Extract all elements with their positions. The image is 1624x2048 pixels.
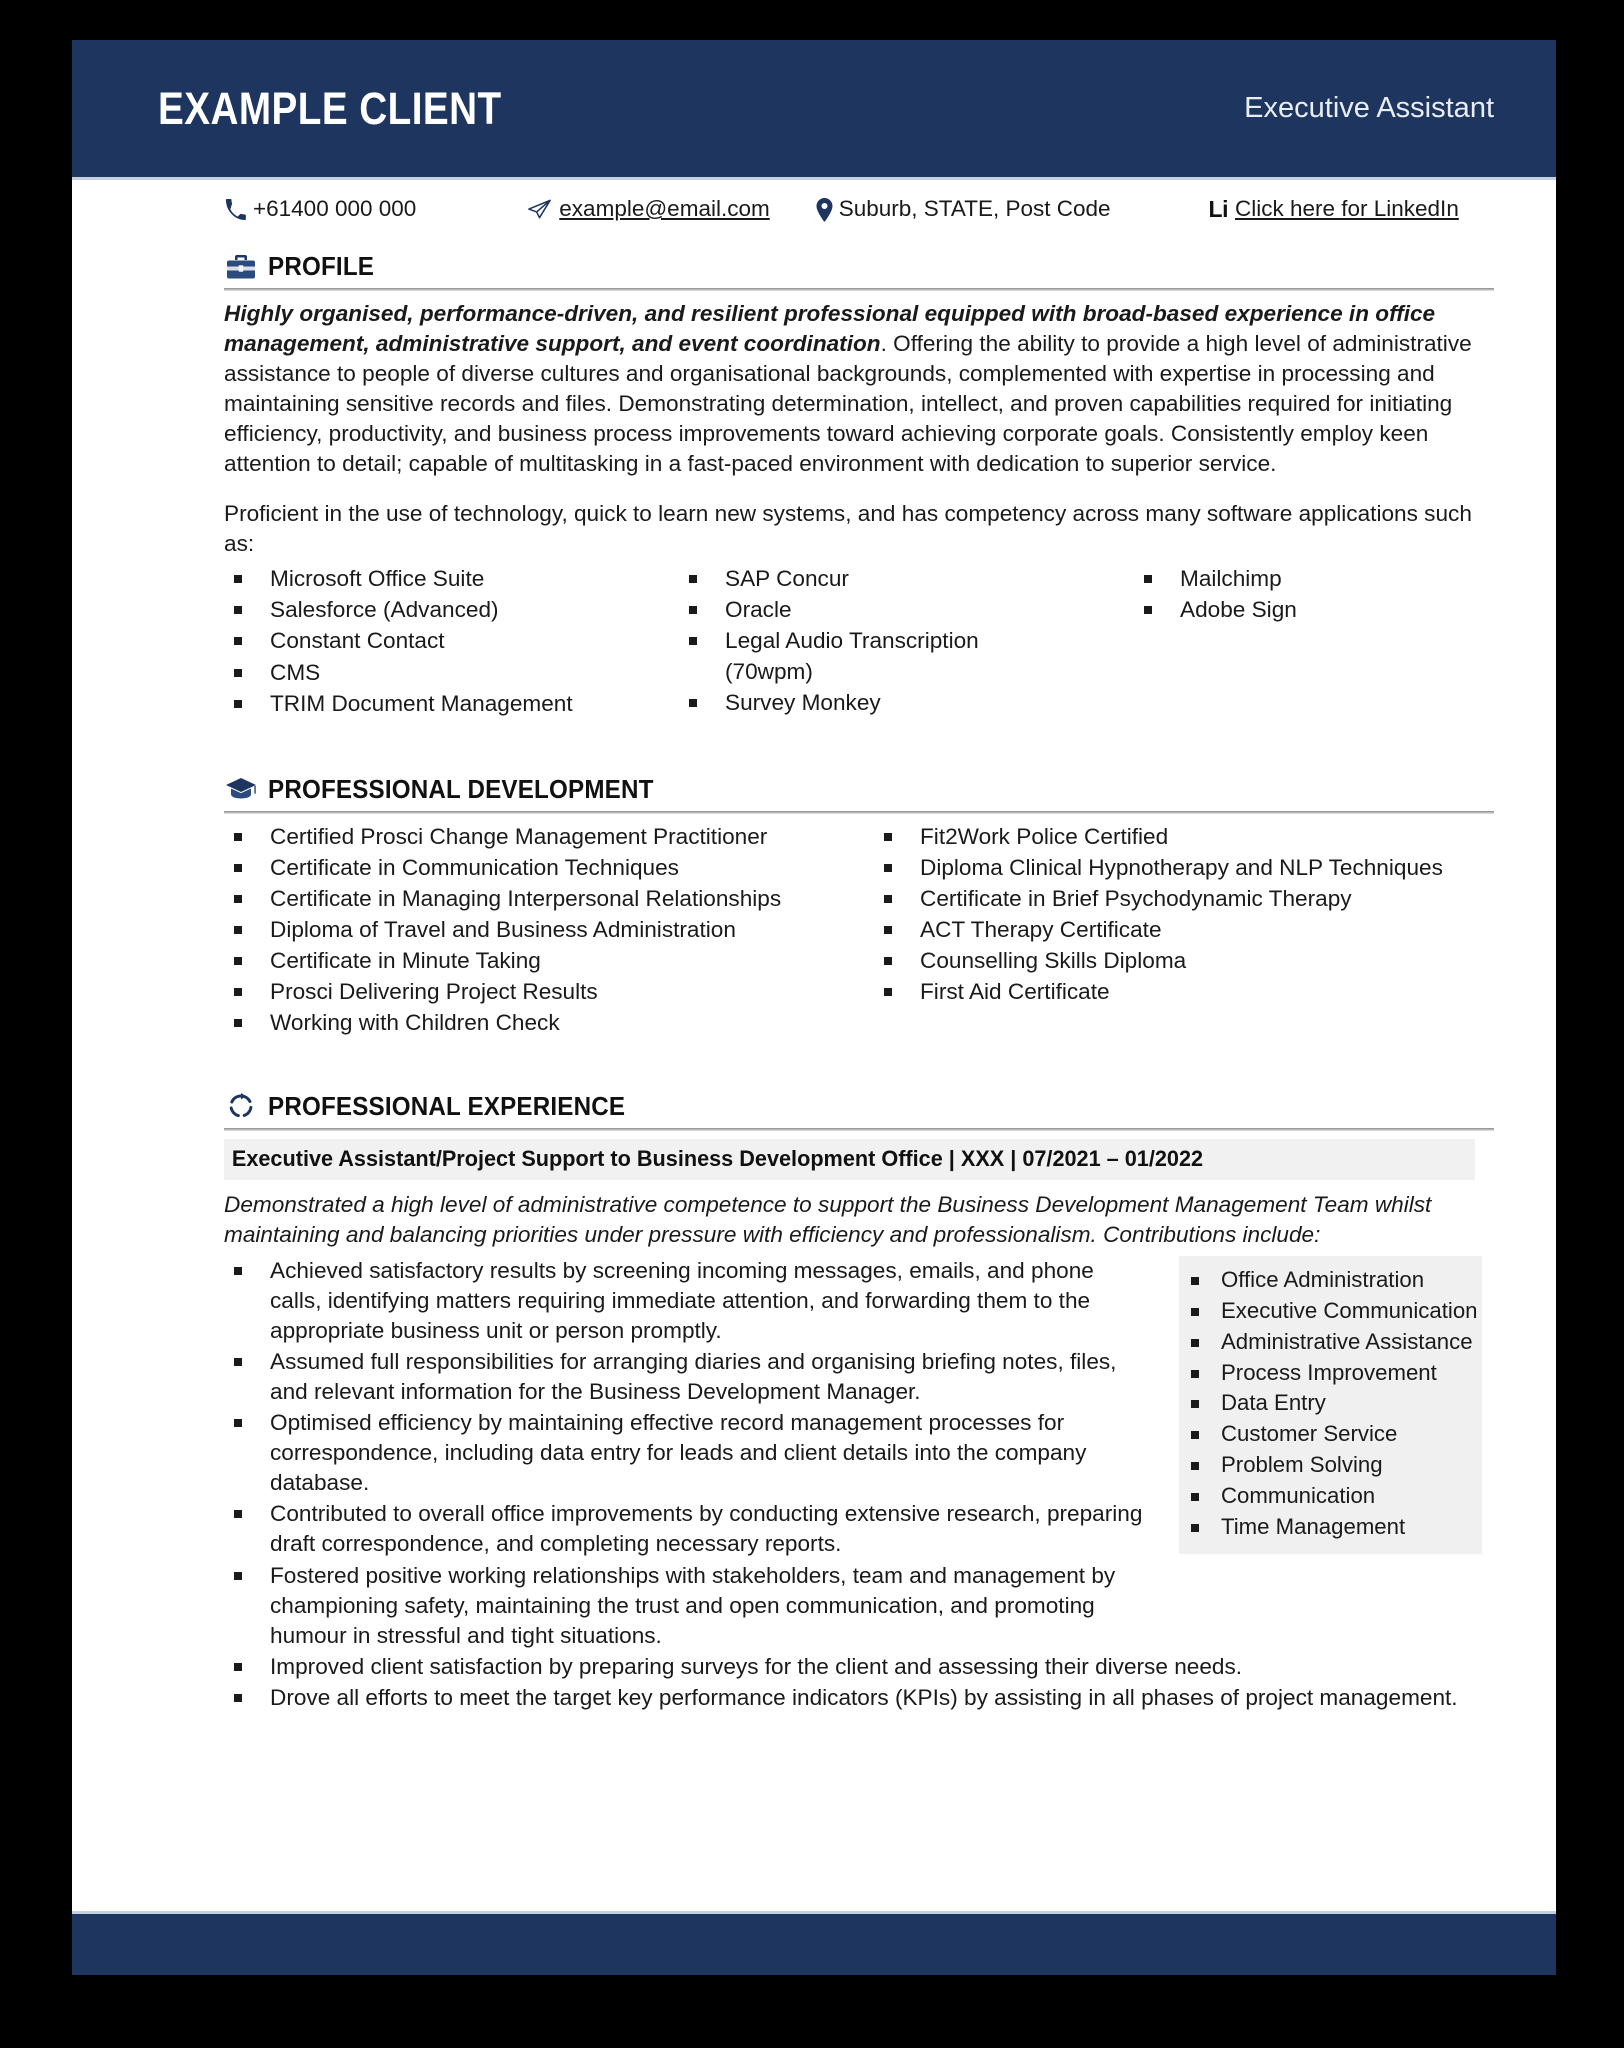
list-item: Diploma of Travel and Business Administration (224, 915, 874, 945)
software-skills-list-1 (224, 564, 679, 718)
software-skills-col-3 (1134, 564, 1494, 719)
core-competencies-list (1179, 1266, 1478, 1542)
section-title-profile: PROFILE (268, 251, 375, 281)
list-item: Certified Prosci Change Management Practitioner (224, 822, 874, 852)
list-item: Assumed full responsibilities for arranging diaries and organising briefing notes, files, and relevant information for the Business Development Manager. (224, 1347, 1149, 1407)
experience-list-main (224, 1256, 1149, 1651)
section-header-development (224, 774, 1494, 805)
job-intro-text: Demonstrated a high level of administrative competence to support the Business Development Management Team whilst maintaining and balancing priorities under pressure with efficiency and professionalism. Contributions include: (224, 1191, 1432, 1247)
list-item: CMS (224, 658, 679, 688)
resume-footer (72, 1911, 1556, 1975)
linkedin-link[interactable]: Click here for LinkedIn (1234, 196, 1459, 222)
development-columns (224, 822, 1494, 1039)
list-item: Process Improvement (1179, 1359, 1478, 1388)
section-title-development: PROFESSIONAL DEVELOPMENT (268, 773, 654, 804)
contact-phone (224, 197, 416, 222)
list-item: Adobe Sign (1134, 595, 1494, 625)
section-divider-experience (224, 1128, 1494, 1131)
list-item: Executive Communication (1179, 1297, 1478, 1326)
list-item: Microsoft Office Suite (224, 564, 679, 594)
list-item: Oracle (679, 595, 1134, 625)
list-item: Mailchimp (1134, 564, 1494, 594)
list-item: Legal Audio Transcription (70wpm) (679, 626, 980, 686)
experience-bullets-main (224, 1256, 1149, 1652)
software-skills-col-1 (224, 564, 679, 719)
list-item: ACT Therapy Certificate (874, 915, 1494, 945)
development-list-1 (224, 822, 874, 1038)
contact-location (816, 197, 1111, 222)
list-item: First Aid Certificate (874, 977, 1494, 1007)
list-item: Customer Service (1179, 1420, 1478, 1449)
list-item: Prosci Delivering Project Results (224, 977, 874, 1007)
section-divider-profile (224, 288, 1494, 291)
section-header-experience (224, 1091, 1494, 1122)
header-job-role: Executive Assistant (1244, 92, 1494, 124)
experience-content (224, 1256, 1494, 1652)
section-title-experience: PROFESSIONAL EXPERIENCE (268, 1090, 626, 1121)
list-item: Certificate in Brief Psychodynamic Therapy (874, 884, 1494, 914)
list-item: Data Entry (1179, 1389, 1478, 1418)
list-item: Administrative Assistance (1179, 1328, 1478, 1357)
list-item: Problem Solving (1179, 1451, 1478, 1480)
development-col-1 (224, 822, 874, 1039)
phone-number: +61400 000 000 (253, 196, 417, 222)
email-address[interactable]: example@email.com (559, 196, 770, 222)
profile-summary (224, 299, 1494, 479)
core-competencies-box (1179, 1256, 1482, 1554)
location-text: Suburb, STATE, Post Code (838, 196, 1111, 222)
contact-email[interactable] (526, 197, 769, 222)
software-skills-list-2 (679, 564, 1134, 717)
resume-body (72, 251, 1556, 1713)
experience-bullets-tail (224, 1652, 1494, 1713)
list-item: TRIM Document Management (224, 689, 679, 719)
list-item: Survey Monkey (679, 688, 1134, 718)
list-item: Certificate in Communication Techniques (224, 853, 874, 883)
linkedin-icon: Li (1208, 196, 1228, 222)
job-title-bar: Executive Assistant/Project Support to Business Development Office | XXX | 07/2021 – 01/2022 (224, 1139, 1475, 1180)
list-item: Constant Contact (224, 626, 679, 656)
contact-row (72, 180, 1556, 233)
software-skills-list-3 (1134, 564, 1494, 625)
graduation-cap-icon (224, 774, 258, 804)
phone-icon (224, 198, 247, 221)
list-item: Fit2Work Police Certified (874, 822, 1494, 852)
page-title: EXAMPLE CLIENT (158, 82, 502, 134)
resume-header (72, 40, 1556, 180)
development-col-2 (874, 822, 1494, 1039)
list-item: Diploma Clinical Hypnotherapy and NLP Techniques (874, 853, 1494, 883)
development-list-2 (874, 822, 1494, 1007)
list-item: Communication (1179, 1482, 1478, 1511)
list-item: Time Management (1179, 1513, 1478, 1542)
list-item: Improved client satisfaction by preparing surveys for the client and assessing their diverse needs. (224, 1652, 1494, 1682)
profile-tech-intro: Proficient in the use of technology, quick to learn new systems, and has competency across many software applications such as: (224, 501, 1472, 557)
resume-page (72, 40, 1556, 1975)
list-item: Counselling Skills Diploma (874, 946, 1494, 976)
paper-plane-icon (526, 198, 553, 222)
section-header-profile (224, 251, 1494, 282)
list-item: Certificate in Minute Taking (224, 946, 874, 976)
profile-summary-rest: . Offering the ability to provide a high level of administrative assistance to people of diverse cultures and organisational backgrounds, complemented with expertise in processing and maintaining sensitive records and files. Demonstrating determination, intellect, and proven capabilities required for initiating efficiency, productivity, and business process improvements toward achieving corporate goals. Consistently employ keen attention to detail; capable of multitasking in a fast-paced environment with dedication to superior service. (224, 331, 1472, 477)
list-item: Contributed to overall office improvements by conducting extensive research, preparing draft correspondence, and completing necessary reports. (224, 1499, 1149, 1559)
section-divider-development (224, 811, 1494, 814)
software-skills-columns (224, 564, 1494, 719)
profile-summary-lead: Highly organised, performance-driven, and resilient professional equipped with broad-based experience in office management, administrative support, and event coordination (224, 301, 1436, 357)
list-item: SAP Concur (679, 564, 1134, 594)
software-skills-col-2 (679, 564, 1134, 719)
list-item: Optimised efficiency by maintaining effective record management processes for correspondence, including data entry for leads and client details into the company database. (224, 1408, 1149, 1498)
experience-list-tail (224, 1652, 1494, 1713)
contact-linkedin[interactable] (1209, 196, 1459, 223)
list-item: Salesforce (Advanced) (224, 595, 679, 625)
list-item: Certificate in Managing Interpersonal Relationships (224, 884, 874, 914)
map-pin-icon (816, 198, 833, 222)
list-item: Drove all efforts to meet the target key performance indicators (KPIs) by assisting in all phases of project management. (224, 1683, 1494, 1713)
list-item: Achieved satisfactory results by screening incoming messages, emails, and phone calls, identifying matters requiring immediate attention, and forwarding them to the appropriate business unit or person promptly. (224, 1256, 1149, 1346)
list-item: Office Administration (1179, 1266, 1478, 1295)
briefcase-icon (224, 252, 258, 282)
list-item: Working with Children Check (224, 1008, 874, 1038)
list-item: Fostered positive working relationships with stakeholders, team and management by championing safety, maintaining the trust and open communication, and promoting humour in stressful and tight situations. (224, 1561, 1149, 1651)
recycle-icon (224, 1091, 258, 1121)
